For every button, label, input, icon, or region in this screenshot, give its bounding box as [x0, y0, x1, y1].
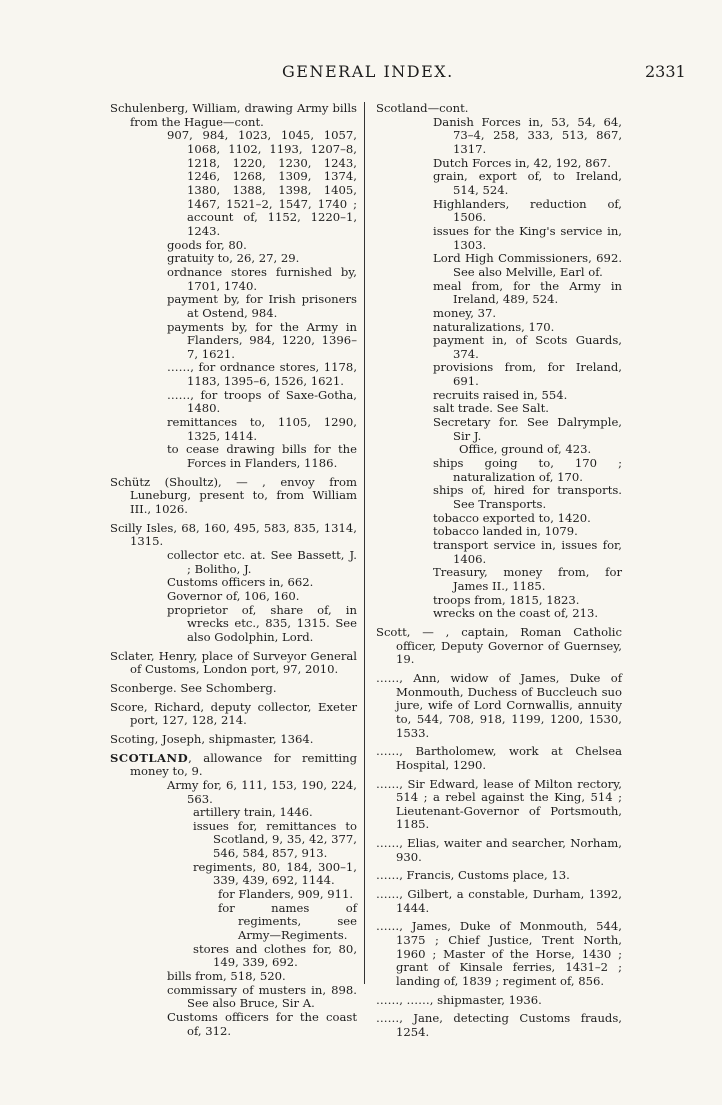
index-entry: ……, James, Duke of Monmouth, 544, 1375 ; Chief Justice, Trent North, 1960 ; Master of the Horse, 1430 ; grant of Kinsale ferries, 1431–2 ; landing of, 1839 ; regiment of, 856. — [376, 919, 622, 989]
index-subentry: artillery train, 1446. — [193, 805, 313, 820]
index-subentry: Highlanders, reduction of, 1506. — [433, 196, 622, 225]
left-index-column — [110, 102, 357, 1038]
index-subentry: 907, 984, 1023, 1045, 1057, 1068, 1102, 1193, 1207–8, 1218, 1220, 1230, 1243, 1246, 1268, 1309, 1374, 1380, 1388, 1398, 1405, 1467, 1521–2, 1547, 1740 ; account of, 1152, 1220–1, 1243. — [167, 128, 357, 238]
index-subentry: ……, for troops of Saxe-Gotha, 1480. — [167, 387, 357, 416]
index-subentry: Treasury, money from, for James II., 1185. — [433, 565, 622, 593]
index-subentry: goods for, 80. — [167, 237, 247, 252]
index-subentry: grain, export of, to Ireland, 514, 524. — [433, 169, 622, 197]
index-subentry: ships of, hired for transports. See Transports. — [433, 483, 622, 512]
page-title: GENERAL INDEX. — [282, 62, 454, 81]
index-subentry: meal from, for the Army in Ireland, 489, 524. — [433, 278, 622, 307]
index-subentry: for names of regiments, see Army—Regiments. — [218, 900, 357, 943]
index-subentry: proprietor of, share of, in wrecks etc., 835, 1315. See also Godolphin, Lord. — [167, 602, 357, 644]
index-subentry: collector etc. at. See Bassett, J. ; Bolitho, J. — [167, 548, 357, 576]
index-entry: ……, Sir Edward, lease of Milton rectory, 514 ; a rebel against the King, 514 ; Lieutenant-Governor of Portsmouth, 1185. — [376, 776, 622, 832]
index-subentry: recruits raised in, 554. — [433, 387, 568, 402]
index-subentry: Customs officers in, 662. — [167, 575, 314, 590]
page-header — [0, 62, 722, 92]
index-subentry: tobacco landed in, 1079. — [433, 524, 578, 539]
index-subentry: payments by, for the Army in Flanders, 984, 1220, 1396–7, 1621. — [167, 319, 357, 361]
index-entry: Scoting, Joseph, shipmaster, 1364. — [110, 731, 314, 746]
index-entry: ……, Ann, widow of James, Duke of Monmouth, Duchess of Buccleuch suo jure, wife of Lord Cornwallis, annuity to, 544, 708, 918, 1199, 1200, 1530, 1533. — [376, 670, 622, 740]
index-entry: ……, Bartholomew, work at Chelsea Hospital, 1290. — [376, 744, 622, 772]
index-subentry: ……, for ordnance stores, 1178, 1183, 1395–6, 1526, 1621. — [167, 360, 357, 389]
index-entry: Score, Richard, deputy collector, Exeter port, 127, 128, 214. — [110, 699, 357, 728]
index-entry: Schulenberg, William, drawing Army bills from the Hague—cont. — [110, 101, 357, 129]
index-entry: ……, Gilbert, a constable, Durham, 1392, 1444. — [376, 887, 622, 915]
index-entry: ……, Jane, detecting Customs frauds, 1254. — [376, 1011, 622, 1039]
index-subentry: ordnance stores furnished by, 1701, 1740. — [167, 264, 357, 293]
index-subentry: money, 37. — [433, 305, 497, 320]
index-subentry: Dutch Forces in, 42, 192, 867. — [433, 155, 611, 170]
index-entry: Scott, — , captain, Roman Catholic officer, Deputy Governor of Guernsey, 19. — [376, 624, 622, 667]
index-subentry: tobacco exported to, 1420. — [433, 510, 591, 525]
index-subentry: Governor of, 106, 160. — [167, 588, 300, 603]
index-subentry: Danish Forces in, 53, 54, 64, 73–4, 258, 333, 513, 867, 1317. — [433, 114, 622, 156]
index-subentry: stores and clothes for, 80, 149, 339, 692. — [193, 941, 357, 970]
index-subentry: ships going to, 170 ; naturalization of, 170. — [433, 456, 622, 484]
index-subentry: commissary of musters in, 898. See also Bruce, Sir A. — [167, 982, 357, 1011]
index-subentry: gratuity to, 26, 27, 29. — [167, 251, 300, 266]
index-subentry: issues for, remittances to Scotland, 9, 35, 42, 377, 546, 584, 857, 913. — [193, 818, 357, 861]
index-subentry: payment in, of Scots Guards, 374. — [433, 333, 622, 361]
index-subentry: transport service in, issues for, 1406. — [433, 538, 622, 566]
index-entry: ……, ……, shipmaster, 1936. — [376, 992, 542, 1007]
index-subentry: Lord High Commissioners, 692. See also Melville, Earl of. — [433, 251, 622, 279]
index-subentry: Secretary for. See Dalrymple, Sir J. — [433, 415, 622, 443]
index-subentry: Army for, 6, 111, 153, 190, 224, 563. — [167, 777, 357, 806]
index-subentry: to cease drawing bills for the Forces in Flanders, 1186. — [167, 442, 357, 471]
index-entry: SCOTLAND, allowance for remitting money to, 9. — [110, 750, 357, 779]
index-entry: Scilly Isles, 68, 160, 495, 583, 835, 1314, 1315. — [110, 520, 357, 549]
index-subentry: naturalizations, 170. — [433, 319, 555, 334]
column-divider — [364, 102, 365, 984]
index-subentry: provisions from, for Ireland, 691. — [433, 360, 622, 389]
index-subentry: issues for the King's service in, 1303. — [433, 223, 622, 252]
right-index-column — [376, 102, 622, 1040]
index-subentry: salt trade. See Salt. — [433, 401, 549, 416]
index-entry: Sclater, Henry, place of Surveyor General of Customs, London port, 97, 2010. — [110, 648, 357, 677]
index-subentry: Office, ground of, 423. — [459, 442, 592, 457]
index-subentry: bills from, 518, 520. — [167, 969, 286, 984]
index-subentry: for Flanders, 909, 911. — [218, 887, 354, 902]
index-subentry: wrecks on the coast of, 213. — [433, 606, 599, 621]
index-subentry: remittances to, 1105, 1290, 1325, 1414. — [167, 415, 357, 443]
index-entry: Scotland—cont. — [376, 101, 469, 115]
index-subentry: Customs officers for the coast of, 312. — [167, 1010, 357, 1038]
index-subentry: regiments, 80, 184, 300–1, 339, 439, 692, 1144. — [193, 859, 357, 888]
index-entry: ……, Elias, waiter and searcher, Norham, 930. — [376, 836, 622, 864]
index-entry: ……, Francis, Customs place, 13. — [376, 868, 570, 883]
index-entry: Sconberge. See Schomberg. — [110, 680, 277, 695]
index-subentry: troops from, 1815, 1823. — [433, 592, 580, 607]
index-entry: Schütz (Shoultz), — , envoy from Luneburg, present to, from William III., 1026. — [110, 474, 357, 517]
page-number: 2331 — [645, 62, 686, 81]
index-subentry: payment by, for Irish prisoners at Ostend, 984. — [167, 292, 357, 320]
